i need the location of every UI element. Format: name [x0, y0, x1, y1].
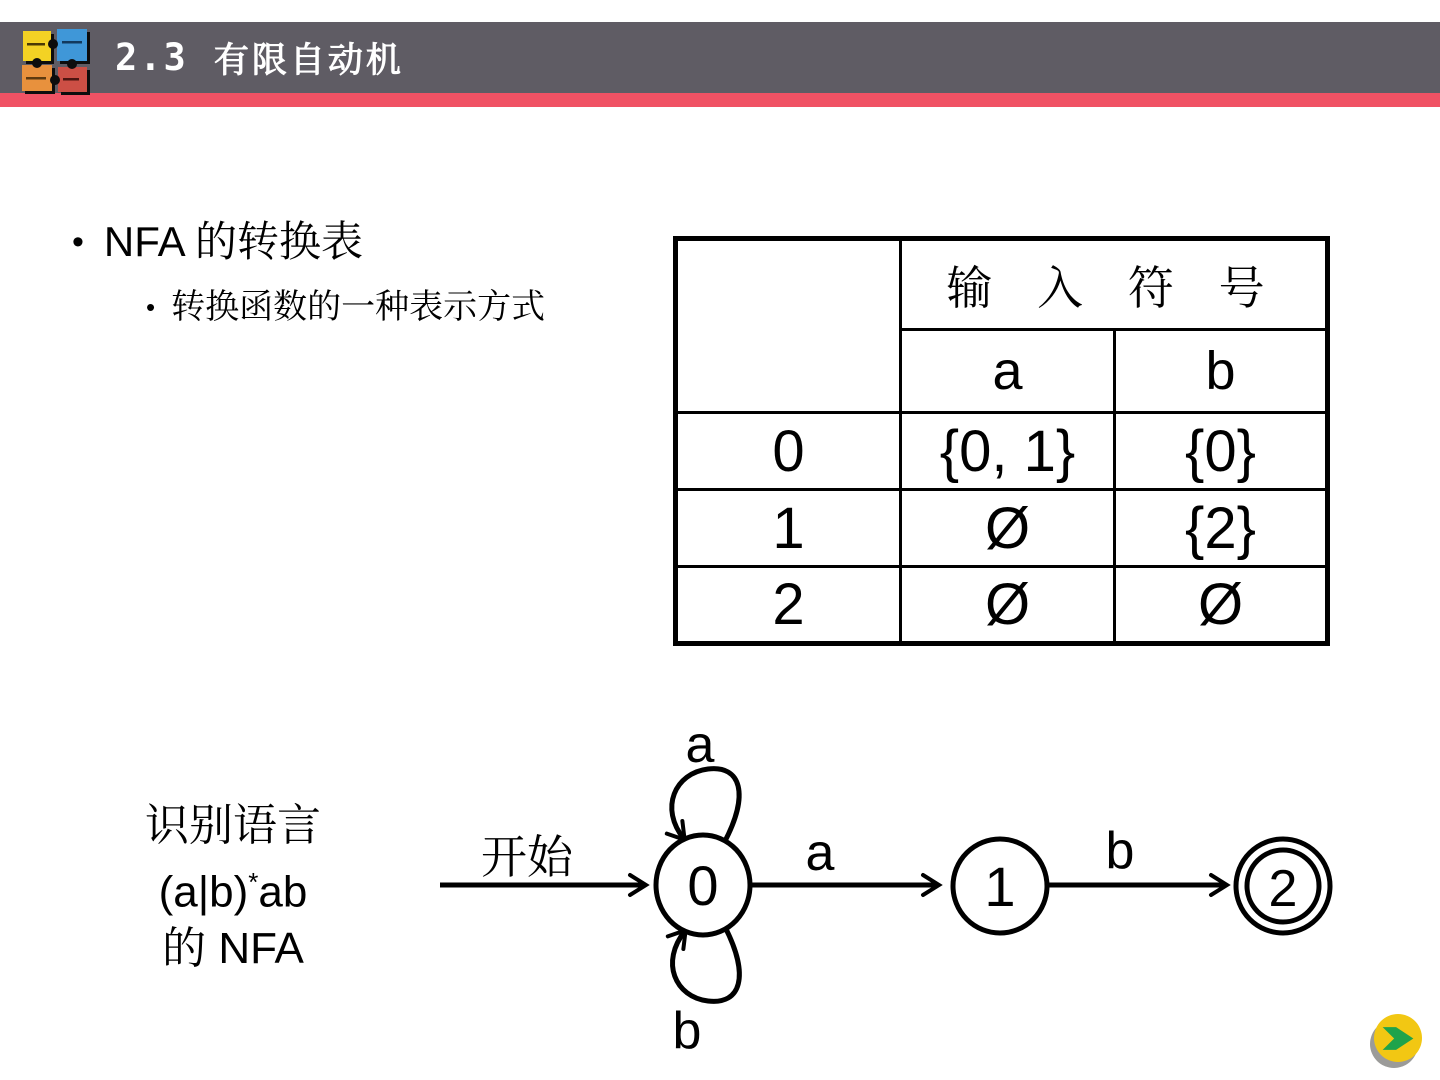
- edge-1-2-label: b: [1105, 822, 1135, 880]
- kleene-star: *: [248, 867, 259, 897]
- bullet-icon: •: [146, 292, 156, 322]
- cell-a: Ø: [901, 567, 1115, 644]
- section-number: 2.3: [115, 36, 188, 79]
- state-0-label: 0: [687, 854, 719, 917]
- table-row: [676, 567, 1328, 644]
- bullet-sub: [146, 285, 545, 329]
- next-slide-button[interactable]: [1368, 1010, 1428, 1072]
- start-label: 开始: [481, 831, 573, 883]
- bullet-icon: •: [72, 223, 84, 261]
- nfa-transition-table: [673, 236, 1330, 646]
- edge-0-1-label: a: [805, 824, 835, 882]
- cell-state: 0: [676, 413, 901, 490]
- accent-stripe: [0, 93, 1440, 107]
- cell-a: Ø: [901, 490, 1115, 567]
- caption-line2: (a|b)*ab: [158, 867, 308, 917]
- bullet-main: [72, 216, 363, 268]
- table-row: [676, 490, 1328, 567]
- section-title: 有限自动机: [213, 40, 404, 80]
- table-row: [676, 413, 1328, 490]
- puzzle-logo-icon: [19, 25, 91, 95]
- self-loop-a-label: a: [685, 716, 715, 774]
- state-1-label: 1: [984, 855, 1016, 918]
- table-corner-cell: [676, 239, 901, 413]
- cell-state: 2: [676, 567, 901, 644]
- cell-b: {2}: [1115, 490, 1328, 567]
- self-loop-a: [672, 769, 739, 843]
- nfa-state-diagram: [0, 690, 1440, 1080]
- cell-b: {0}: [1115, 413, 1328, 490]
- page-title: [115, 22, 404, 93]
- state-2-label: 2: [1268, 860, 1298, 918]
- bullet-main-text: NFA 的转换表: [103, 218, 363, 265]
- bullet-sub-text: 转换函数的一种表示方式: [171, 288, 546, 326]
- caption-line1: 识别语言: [145, 801, 321, 850]
- table-header-a: a: [901, 330, 1115, 413]
- cell-a: {0, 1}: [901, 413, 1115, 490]
- cell-b: Ø: [1115, 567, 1328, 644]
- self-loop-b: [673, 927, 740, 1001]
- caption-line3: 的 NFA: [162, 923, 304, 973]
- table-header-input-symbols: 输 入 符 号: [901, 239, 1328, 330]
- table-header-b: b: [1115, 330, 1328, 413]
- self-loop-b-label: b: [672, 1002, 702, 1060]
- cell-state: 1: [676, 490, 901, 567]
